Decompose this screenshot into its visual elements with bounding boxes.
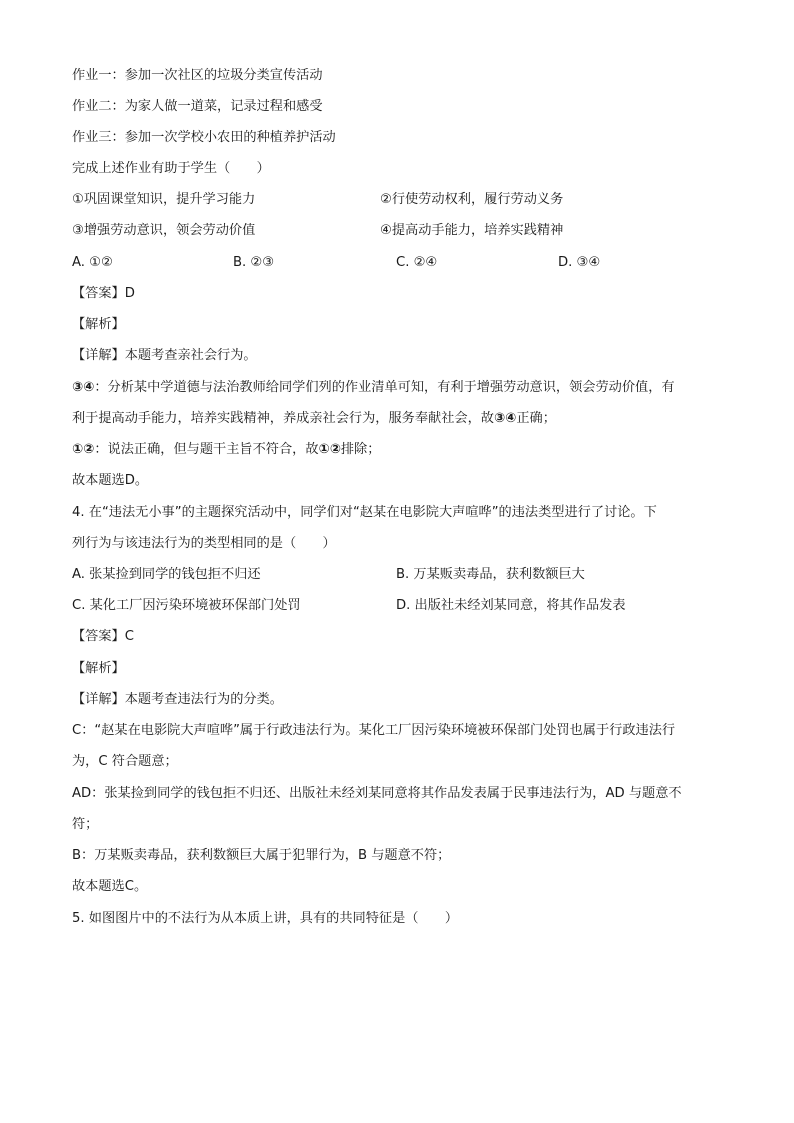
q3-option-a: A. ①② <box>72 255 113 270</box>
q4-option-a: A. 张某捡到同学的钱包拒不归还 <box>72 567 261 582</box>
q3-explanation-1b <box>72 409 556 429</box>
q3-homework-3: 作业三：参加一次学校小农田的种植养护活动 <box>72 130 336 145</box>
q3-exp1b-mid: ③④ <box>494 411 517 426</box>
q4-option-b: B. 万某贩卖毒品，获利数额巨大 <box>396 567 585 582</box>
q3-exp1b-pre: 利于提高动手能力，培养实践精神，养成亲社会行为，服务奉献社会，故 <box>72 411 494 426</box>
q3-statement-4: ④提高动手能力，培养实践精神 <box>380 223 564 238</box>
q3-statement-3: ③增强劳动意识，领会劳动价值 <box>72 223 256 238</box>
q3-conclusion: 故本题选D。 <box>72 473 149 488</box>
q3-exp1b-post: 正确； <box>516 411 556 426</box>
q4-explanation-ad-a: AD：张某捡到同学的钱包拒不归还、出版社未经刘某同意将其作品发表属于民事违法行为，AD 与题意不 <box>72 786 682 801</box>
q3-option-d: D. ③④ <box>558 255 601 270</box>
q4-analysis-label: 【解析】 <box>72 661 125 676</box>
q3-detail: 【详解】本题考查亲社会行为。 <box>72 348 257 363</box>
q3-explanation-2 <box>72 440 380 460</box>
q3-answer: 【答案】D <box>72 286 135 301</box>
q3-statement-2: ②行使劳动权利，履行劳动义务 <box>380 192 564 207</box>
q3-exp2-post: 排除； <box>340 442 381 457</box>
q4-explanation-ad-b: 符； <box>72 817 99 832</box>
q4-option-d: D. 出版社未经刘某同意，将其作品发表 <box>396 598 626 613</box>
q4-answer: 【答案】C <box>72 629 134 644</box>
q4-option-c: C. 某化工厂因污染环境被环保部门处罚 <box>72 598 301 613</box>
q3-option-b: B. ②③ <box>233 255 275 270</box>
q3-exp2-mid: ①② <box>318 442 341 457</box>
q4-stem-b: 列行为与该违法行为的类型相同的是（ ） <box>72 536 336 551</box>
q3-exp1-prefix: ③④ <box>72 380 95 395</box>
q4-stem-a: 4. 在“违法无小事”的主题探究活动中，同学们对“赵某在电影院大声喧哗”的违法类型进行了讨论。下 <box>72 505 657 520</box>
q3-analysis-label: 【解析】 <box>72 317 125 332</box>
q3-exp2-pre: ：说法正确，但与题干主旨不符合，故 <box>94 442 319 457</box>
q3-statement-1: ①巩固课堂知识，提升学习能力 <box>72 192 256 207</box>
q5-stem: 5. 如图图片中的不法行为从本质上讲，具有的共同特征是（ ） <box>72 911 459 926</box>
q3-explanation-1a <box>72 378 675 398</box>
q3-homework-2: 作业二：为家人做一道菜，记录过程和感受 <box>72 99 323 114</box>
q3-stem: 完成上述作业有助于学生（ ） <box>72 161 270 176</box>
q4-explanation-c-a: C：“赵某在电影院大声喧哗”属于行政违法行为。某化工厂因污染环境被环保部门处罚也属于行政违法行 <box>72 723 676 738</box>
q3-option-c: C. ②④ <box>396 255 438 270</box>
q3-exp2-prefix: ①② <box>72 442 95 457</box>
q3-homework-1: 作业一：参加一次社区的垃圾分类宣传活动 <box>72 68 323 83</box>
q3-exp1-text: ：分析某中学道德与法治教师给同学们列的作业清单可知，有利于增强劳动意识，领会劳动价值，有 <box>94 380 675 395</box>
q4-explanation-b: B：万某贩卖毒品，获利数额巨大属于犯罪行为，B 与题意不符； <box>72 848 451 863</box>
q4-explanation-c-b: 为，C 符合题意； <box>72 754 178 769</box>
q4-conclusion: 故本题选C。 <box>72 879 148 894</box>
q4-detail: 【详解】本题考查违法行为的分类。 <box>72 692 283 707</box>
